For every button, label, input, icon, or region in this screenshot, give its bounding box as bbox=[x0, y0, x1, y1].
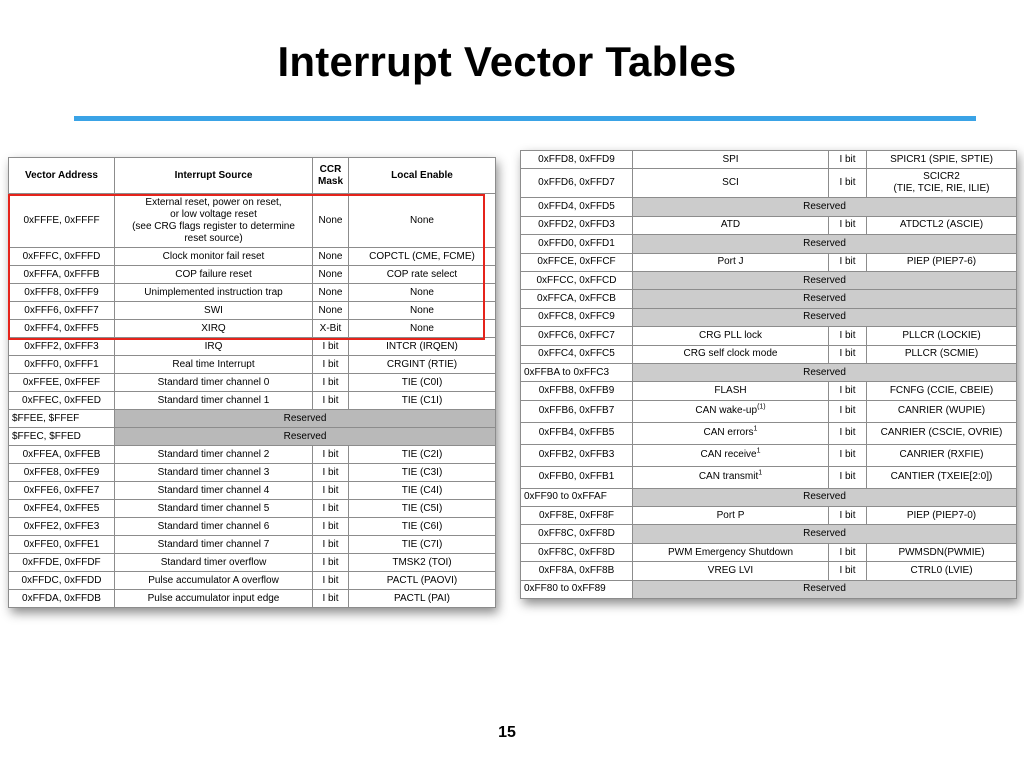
source-text: ATD bbox=[720, 219, 741, 231]
local-enable: TMSK2 (TOI) bbox=[349, 554, 496, 572]
local-enable: PACTL (PAI) bbox=[349, 590, 496, 608]
vector-address: 0xFFCC, 0xFFCD bbox=[521, 271, 633, 289]
table-row bbox=[9, 572, 496, 590]
source-text: Port J bbox=[717, 256, 744, 268]
source-text: FLASH bbox=[714, 384, 747, 396]
interrupt-source: IRQ bbox=[115, 338, 313, 356]
table-row bbox=[9, 428, 496, 446]
table-row bbox=[521, 216, 1017, 234]
ccr-mask: None bbox=[313, 248, 349, 266]
title-divider bbox=[74, 116, 976, 121]
interrupt-source bbox=[633, 400, 829, 422]
interrupt-source bbox=[633, 345, 829, 363]
source-text: SCI bbox=[722, 177, 739, 189]
local-enable: SPICR1 (SPIE, SPTIE) bbox=[867, 151, 1017, 169]
vector-address: 0xFFDC, 0xFFDD bbox=[9, 572, 115, 590]
vector-address: 0xFF80 to 0xFF89 bbox=[521, 580, 633, 598]
ccr-mask: I bit bbox=[829, 543, 867, 561]
interrupt-source bbox=[633, 422, 829, 444]
vector-address: 0xFFB6, 0xFFB7 bbox=[521, 400, 633, 422]
ccr-mask: I bit bbox=[313, 518, 349, 536]
local-enable: PLLCR (SCMIE) bbox=[867, 345, 1017, 363]
interrupt-source: Unimplemented instruction trap bbox=[115, 284, 313, 302]
table-row bbox=[521, 198, 1017, 216]
interrupt-source bbox=[633, 382, 829, 400]
vector-address: 0xFFF6, 0xFFF7 bbox=[9, 302, 115, 320]
interrupt-source: Pulse accumulator input edge bbox=[115, 590, 313, 608]
vector-address: 0xFF8C, 0xFF8D bbox=[521, 525, 633, 543]
vector-address: 0xFFDA, 0xFFDB bbox=[9, 590, 115, 608]
ccr-mask: I bit bbox=[829, 466, 867, 488]
local-enable: PLLCR (LOCKIE) bbox=[867, 327, 1017, 345]
source-text: SPI bbox=[722, 153, 739, 165]
interrupt-source bbox=[633, 169, 829, 198]
local-enable: None bbox=[349, 302, 496, 320]
vector-address: 0xFFD6, 0xFFD7 bbox=[521, 169, 633, 198]
reserved-cell: Reserved bbox=[633, 580, 1017, 598]
ccr-mask: I bit bbox=[829, 345, 867, 363]
local-enable: None bbox=[349, 320, 496, 338]
interrupt-source: Clock monitor fail reset bbox=[115, 248, 313, 266]
vector-address: 0xFFEC, 0xFFED bbox=[9, 392, 115, 410]
vector-address: 0xFFB4, 0xFFB5 bbox=[521, 422, 633, 444]
source-line: reset source) bbox=[184, 232, 243, 244]
interrupt-source: Standard timer channel 4 bbox=[115, 482, 313, 500]
vector-address: 0xFFD4, 0xFFD5 bbox=[521, 198, 633, 216]
interrupt-source: Pulse accumulator A overflow bbox=[115, 572, 313, 590]
vector-address: 0xFFDE, 0xFFDF bbox=[9, 554, 115, 572]
local-enable: CTRL0 (LVIE) bbox=[867, 562, 1017, 580]
reserved-cell: Reserved bbox=[633, 198, 1017, 216]
table-row bbox=[9, 590, 496, 608]
header-local-enable: Local Enable bbox=[349, 158, 496, 194]
vector-address: 0xFF8A, 0xFF8B bbox=[521, 562, 633, 580]
vector-address: 0xFFF0, 0xFFF1 bbox=[9, 356, 115, 374]
ccr-mask: I bit bbox=[313, 590, 349, 608]
vector-address: 0xFFFA, 0xFFFB bbox=[9, 266, 115, 284]
ccr-mask: I bit bbox=[829, 169, 867, 198]
vector-address: 0xFFE6, 0xFFE7 bbox=[9, 482, 115, 500]
interrupt-source: Real time Interrupt bbox=[115, 356, 313, 374]
local-enable: FCNFG (CCIE, CBEIE) bbox=[867, 382, 1017, 400]
vector-address: 0xFFF4, 0xFFF5 bbox=[9, 320, 115, 338]
vector-address: 0xFFD2, 0xFFD3 bbox=[521, 216, 633, 234]
table-row bbox=[521, 400, 1017, 422]
source-text: CRG self clock mode bbox=[683, 348, 778, 360]
table-row bbox=[9, 536, 496, 554]
interrupt-source: XIRQ bbox=[115, 320, 313, 338]
footnote-marker: 1 bbox=[758, 469, 763, 477]
table-row bbox=[521, 151, 1017, 169]
vector-address: 0xFFF8, 0xFFF9 bbox=[9, 284, 115, 302]
local-enable: CANRIER (WUPIE) bbox=[867, 400, 1017, 422]
ccr-mask: I bit bbox=[313, 356, 349, 374]
interrupt-source: SWI bbox=[115, 302, 313, 320]
footnote-marker: (1) bbox=[757, 403, 766, 411]
interrupt-source: Standard timer overflow bbox=[115, 554, 313, 572]
source-text: CRG PLL lock bbox=[699, 329, 762, 341]
ccr-mask: I bit bbox=[829, 400, 867, 422]
slide-title: Interrupt Vector Tables bbox=[277, 38, 737, 85]
source-line: (see CRG flags register to determine bbox=[132, 220, 295, 232]
interrupt-source bbox=[633, 562, 829, 580]
vector-address: 0xFFBA to 0xFFC3 bbox=[521, 363, 633, 381]
reserved-cell: Reserved bbox=[633, 308, 1017, 326]
source-text: Port P bbox=[716, 509, 745, 521]
table-row bbox=[9, 338, 496, 356]
ccr-mask: I bit bbox=[313, 554, 349, 572]
table-row bbox=[521, 543, 1017, 561]
table-row bbox=[521, 562, 1017, 580]
interrupt-source: Standard timer channel 7 bbox=[115, 536, 313, 554]
reserved-cell: Reserved bbox=[115, 410, 496, 428]
vector-address: 0xFFD0, 0xFFD1 bbox=[521, 235, 633, 253]
table-row bbox=[521, 466, 1017, 488]
local-enable: CANTIER (TXEIE[2:0]) bbox=[867, 466, 1017, 488]
interrupt-source: Standard timer channel 6 bbox=[115, 518, 313, 536]
right-vector-table-panel bbox=[520, 150, 1016, 599]
vector-address: 0xFFB8, 0xFFB9 bbox=[521, 382, 633, 400]
reserved-cell: Reserved bbox=[633, 525, 1017, 543]
reserved-cell: Reserved bbox=[115, 428, 496, 446]
local-enable: TIE (C7I) bbox=[349, 536, 496, 554]
ccr-mask: I bit bbox=[313, 482, 349, 500]
local-enable: None bbox=[349, 284, 496, 302]
ccr-mask: I bit bbox=[313, 536, 349, 554]
ccr-mask: I bit bbox=[829, 216, 867, 234]
interrupt-source: Standard timer channel 2 bbox=[115, 446, 313, 464]
source-text: CAN transmit bbox=[698, 471, 759, 483]
table-row bbox=[9, 410, 496, 428]
interrupt-source: Standard timer channel 3 bbox=[115, 464, 313, 482]
local-enable: TIE (C0I) bbox=[349, 374, 496, 392]
enable-line: (TIE, TCIE, RIE, ILIE) bbox=[893, 183, 990, 195]
local-enable: TIE (C3I) bbox=[349, 464, 496, 482]
vector-address: $FFEC, $FFED bbox=[9, 428, 115, 446]
vector-address: 0xFFD8, 0xFFD9 bbox=[521, 151, 633, 169]
vector-address: 0xFFC8, 0xFFC9 bbox=[521, 308, 633, 326]
local-enable: PIEP (PIEP7-0) bbox=[867, 507, 1017, 525]
ccr-mask: I bit bbox=[313, 500, 349, 518]
table-row bbox=[521, 507, 1017, 525]
interrupt-source bbox=[633, 543, 829, 561]
vector-address: 0xFFFC, 0xFFFD bbox=[9, 248, 115, 266]
ccr-mask: I bit bbox=[829, 444, 867, 466]
vector-address: 0xFFEA, 0xFFEB bbox=[9, 446, 115, 464]
table-row bbox=[521, 345, 1017, 363]
vector-address: $FFEE, $FFEF bbox=[9, 410, 115, 428]
source-text: PWM Emergency Shutdown bbox=[667, 546, 794, 558]
interrupt-source: Standard timer channel 5 bbox=[115, 500, 313, 518]
interrupt-source bbox=[633, 151, 829, 169]
interrupt-source: Standard timer channel 1 bbox=[115, 392, 313, 410]
table-row bbox=[521, 290, 1017, 308]
ccr-mask: I bit bbox=[829, 327, 867, 345]
vector-address: 0xFFE4, 0xFFE5 bbox=[9, 500, 115, 518]
page-number: 15 bbox=[498, 724, 516, 741]
vector-address: 0xFFE0, 0xFFE1 bbox=[9, 536, 115, 554]
interrupt-source: Standard timer channel 0 bbox=[115, 374, 313, 392]
table-row bbox=[9, 464, 496, 482]
ccr-mask: I bit bbox=[313, 446, 349, 464]
local-enable: None bbox=[349, 194, 496, 248]
reserved-cell: Reserved bbox=[633, 290, 1017, 308]
ccr-mask: I bit bbox=[829, 151, 867, 169]
reserved-cell: Reserved bbox=[633, 488, 1017, 506]
ccr-mask: I bit bbox=[829, 562, 867, 580]
header-ccr-mask: CCR Mask bbox=[313, 158, 349, 194]
table-row bbox=[521, 327, 1017, 345]
local-enable: PACTL (PAOVI) bbox=[349, 572, 496, 590]
ccr-mask: I bit bbox=[313, 374, 349, 392]
table-row bbox=[521, 488, 1017, 506]
ccr-mask: I bit bbox=[313, 338, 349, 356]
vector-address: 0xFFB2, 0xFFB3 bbox=[521, 444, 633, 466]
vector-address: 0xFF8E, 0xFF8F bbox=[521, 507, 633, 525]
local-enable: TIE (C6I) bbox=[349, 518, 496, 536]
vector-address: 0xFFC4, 0xFFC5 bbox=[521, 345, 633, 363]
reserved-cell: Reserved bbox=[633, 235, 1017, 253]
source-text: CAN errors bbox=[703, 427, 754, 439]
ccr-mask: I bit bbox=[829, 422, 867, 444]
local-enable: CANRIER (RXFIE) bbox=[867, 444, 1017, 466]
interrupt-source bbox=[633, 507, 829, 525]
ccr-mask: None bbox=[313, 266, 349, 284]
ccr-mask: I bit bbox=[313, 572, 349, 590]
interrupt-source bbox=[633, 327, 829, 345]
vector-address: 0xFF90 to 0xFFAF bbox=[521, 488, 633, 506]
table-row bbox=[521, 444, 1017, 466]
table-row bbox=[521, 253, 1017, 271]
table-row bbox=[521, 169, 1017, 198]
local-enable: COP rate select bbox=[349, 266, 496, 284]
source-line: or low voltage reset bbox=[170, 208, 257, 220]
vector-address: 0xFFC6, 0xFFC7 bbox=[521, 327, 633, 345]
reserved-cell: Reserved bbox=[633, 363, 1017, 381]
source-text: CAN receive bbox=[700, 449, 757, 461]
enable-line: SCICR2 bbox=[923, 171, 960, 183]
table-row bbox=[521, 271, 1017, 289]
vector-address: 0xFFE2, 0xFFE3 bbox=[9, 518, 115, 536]
interrupt-source bbox=[633, 444, 829, 466]
local-enable: TIE (C5I) bbox=[349, 500, 496, 518]
interrupt-source bbox=[633, 466, 829, 488]
table-row bbox=[9, 482, 496, 500]
table-row bbox=[521, 422, 1017, 444]
ccr-mask: None bbox=[313, 302, 349, 320]
local-enable: PIEP (PIEP7-6) bbox=[867, 253, 1017, 271]
ccr-mask: None bbox=[313, 194, 349, 248]
table-row bbox=[521, 235, 1017, 253]
vector-address: 0xFFFE, 0xFFFF bbox=[9, 194, 115, 248]
footnote-marker: 1 bbox=[756, 447, 761, 455]
table-row bbox=[9, 446, 496, 464]
local-enable: CRGINT (RTIE) bbox=[349, 356, 496, 374]
reserved-cell: Reserved bbox=[633, 271, 1017, 289]
ccr-mask: None bbox=[313, 284, 349, 302]
ccr-mask: I bit bbox=[829, 507, 867, 525]
table-row bbox=[9, 500, 496, 518]
interrupt-source: COP failure reset bbox=[115, 266, 313, 284]
source-text: VREG LVI bbox=[707, 564, 754, 576]
table-row bbox=[521, 363, 1017, 381]
footnote-marker: 1 bbox=[753, 425, 758, 433]
local-enable: COPCTL (CME, FCME) bbox=[349, 248, 496, 266]
local-enable: ATDCTL2 (ASCIE) bbox=[867, 216, 1017, 234]
table-row bbox=[521, 580, 1017, 598]
local-enable bbox=[867, 169, 1017, 198]
ccr-mask: X-Bit bbox=[313, 320, 349, 338]
vector-address: 0xFF8C, 0xFF8D bbox=[521, 543, 633, 561]
table-row bbox=[9, 392, 496, 410]
source-text: CAN wake-up bbox=[695, 405, 758, 417]
table-row bbox=[521, 308, 1017, 326]
table-row bbox=[9, 554, 496, 572]
table-row bbox=[9, 356, 496, 374]
local-enable: TIE (C2I) bbox=[349, 446, 496, 464]
ccr-mask: I bit bbox=[313, 392, 349, 410]
ccr-mask: I bit bbox=[313, 464, 349, 482]
vector-address: 0xFFE8, 0xFFE9 bbox=[9, 464, 115, 482]
ccr-mask: I bit bbox=[829, 253, 867, 271]
table-row bbox=[9, 518, 496, 536]
interrupt-source bbox=[633, 216, 829, 234]
table-row bbox=[521, 525, 1017, 543]
highlight-box bbox=[8, 194, 485, 340]
source-line: External reset, power on reset, bbox=[145, 196, 282, 208]
header-row bbox=[9, 158, 496, 194]
vector-address: 0xFFEE, 0xFFEF bbox=[9, 374, 115, 392]
vector-address: 0xFFB0, 0xFFB1 bbox=[521, 466, 633, 488]
ccr-mask: I bit bbox=[829, 382, 867, 400]
local-enable: INTCR (IRQEN) bbox=[349, 338, 496, 356]
local-enable: CANRIER (CSCIE, OVRIE) bbox=[867, 422, 1017, 444]
header-interrupt-source: Interrupt Source bbox=[115, 158, 313, 194]
right-vector-table bbox=[520, 150, 1017, 599]
local-enable: TIE (C4I) bbox=[349, 482, 496, 500]
header-vector-address: Vector Address bbox=[9, 158, 115, 194]
table-row bbox=[521, 382, 1017, 400]
vector-address: 0xFFCE, 0xFFCF bbox=[521, 253, 633, 271]
local-enable: PWMSDN(PWMIE) bbox=[867, 543, 1017, 561]
vector-address: 0xFFCA, 0xFFCB bbox=[521, 290, 633, 308]
interrupt-source bbox=[633, 253, 829, 271]
vector-address: 0xFFF2, 0xFFF3 bbox=[9, 338, 115, 356]
local-enable: TIE (C1I) bbox=[349, 392, 496, 410]
table-row bbox=[9, 374, 496, 392]
